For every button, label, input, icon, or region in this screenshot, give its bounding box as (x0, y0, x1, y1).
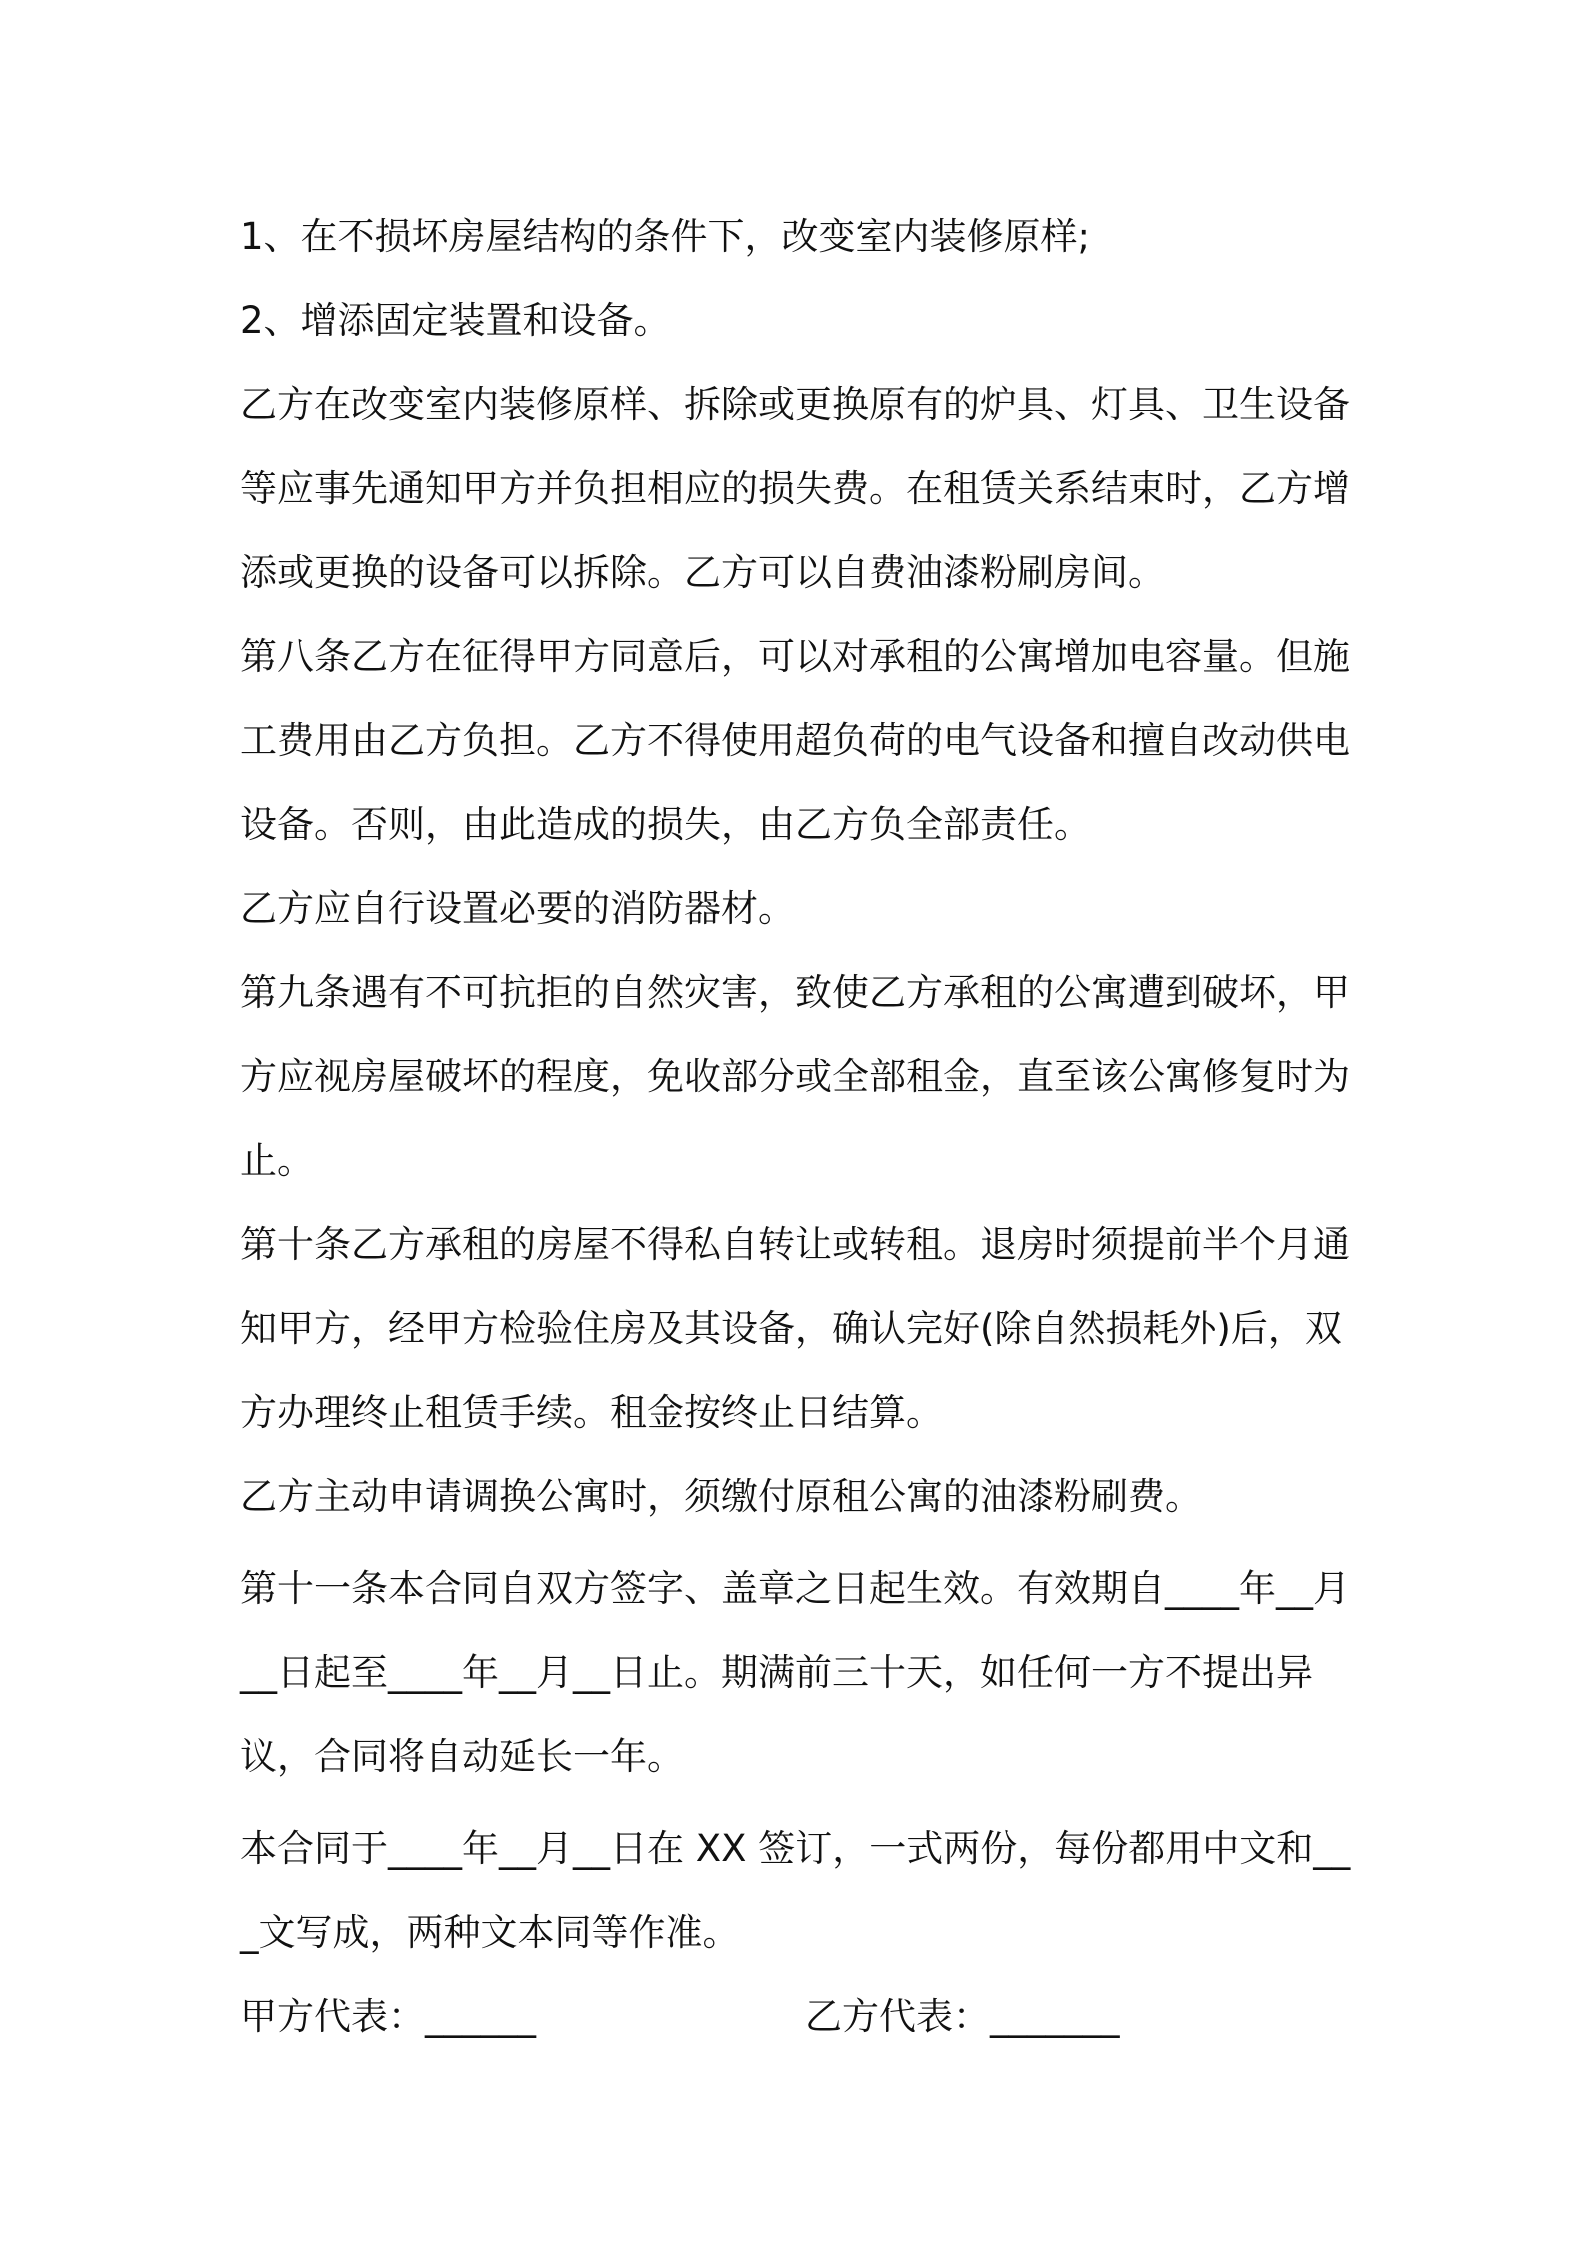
party-a-signature: 甲方代表：______ (240, 1995, 536, 2038)
article-11-paragraph: 第十一条本合同自双方签字、盖章之日起生效。有效期自____年__月__日起至____年__月__日止。期满前三十天，如任何一方不提出异议，合同将自动延长一年。 (240, 1567, 1350, 1778)
contract-page (240, 195, 1360, 2059)
article-9-paragraph: 第九条遇有不可抗拒的自然灾害，致使乙方承租的公寓遭到破坏，甲方应视房屋破坏的程度，免收部分或全部租金，直至该公寓修复时为止。 (240, 971, 1350, 1182)
renovation-paragraph: 乙方在改变室内装修原样、拆除或更换原有的炉具、灯具、卫生设备等应事先通知甲方并负担相应的损失费。在租赁关系结束时，乙方增添或更换的设备可以拆除。乙方可以自费油漆粉刷房间。 (240, 383, 1350, 594)
fire-equipment-paragraph: 乙方应自行设置必要的消防器材。 (240, 887, 795, 930)
party-b-signature: 乙方代表：_______ (805, 1995, 1120, 2038)
apartment-exchange-paragraph: 乙方主动申请调换公寓时，须缴付原租公寓的油漆粉刷费。 (240, 1475, 1202, 1518)
signature-row (240, 1975, 1360, 2059)
signing-paragraph: 本合同于____年__月__日在 XX 签订，一式两份，每份都用中文和___文写成，两种文本同等作准。 (240, 1827, 1351, 1954)
clause-item-1: 1、在不损坏房屋结构的条件下，改变室内装修原样; (240, 215, 1091, 258)
article-8-paragraph: 第八条乙方在征得甲方同意后，可以对承租的公寓增加电容量。但施工费用由乙方负担。乙方不得使用超负荷的电气设备和擅自改动供电设备。否则，由此造成的损失，由乙方负全部责任。 (240, 635, 1350, 846)
article-10-paragraph: 第十条乙方承租的房屋不得私自转让或转租。退房时须提前半个月通知甲方，经甲方检验住房及其设备，确认完好(除自然损耗外)后，双方办理终止租赁手续。租金按终止日结算。 (240, 1223, 1350, 1434)
clause-item-2: 2、增添固定装置和设备。 (240, 299, 671, 342)
